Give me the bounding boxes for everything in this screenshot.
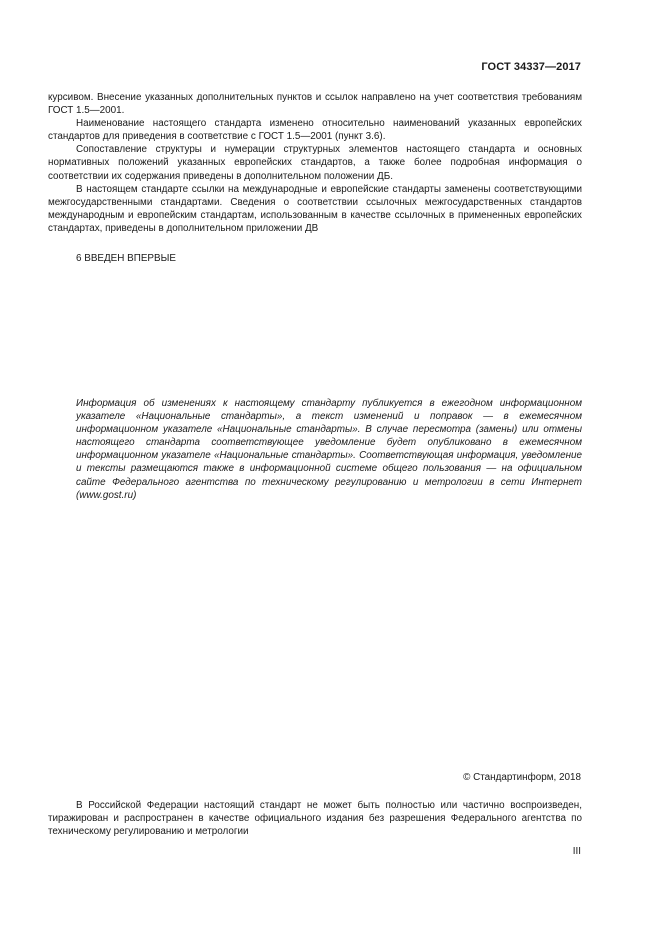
paragraph-structure-comparison: Сопоставление структуры и нумерации структурных элементов настоящего стандарта и основных нормативных положений указанных европейских стандартов, а также более подробная информация о соответствии их содержания приведены в дополнительном положении ДБ. [48,144,582,182]
paragraph-title-change: Наименование настоящего стандарта изменено относительно наименований указанных европейских стандартов для приведения в соответствие с ГОСТ 1.5—2001 (пункт 3.6). [48,118,582,143]
legal-notice: В Российской Федерации настоящий стандарт не может быть полностью или частично воспроизведен, тиражирован и распространен в качестве официального издания без разрешения Федерального агентства по техническому регулированию и метрологии [48,800,582,838]
paragraph-references: В настоящем стандарте ссылки на международные и европейские стандарты заменены соответствующими межгосударственными стандартами. Сведения о соответствии ссылочных межгосударственных стандартов международным и европейским стандартам, использованным в качестве ссылочных в примененных европейских стандартах, приведены в дополнительном приложении ДВ [48,183,582,234]
paragraph-continuation: курсивом. Внесение указанных дополнительных пунктов и ссылок направлено на учет соответствия требованиям ГОСТ 1.5—2001. [48,92,582,117]
copyright-line: © Стандартинформ, 2018 [463,772,581,783]
document-code-header: ГОСТ 34337—2017 [481,61,581,73]
body-text [48,91,582,235]
page-number: III [572,846,581,857]
section-6-introduced: 6 ВВЕДЕН ВПЕРВЫЕ [76,253,176,264]
amendments-info-notice: Информация об изменениях к настоящему стандарту публикуется в ежегодном информационном указателе «Национальные стандарты», а текст изменений и поправок — в ежемесячном информационном указателе «Национальные стандарты». В случае пересмотра (замены) или отмены настоящего стандарта соответствующее уведомление будет опубликовано в ежемесячном информационном указателе «Национальные стандарты». Соответствующая информация, уведомление и тексты размещаются также в информационной системе общего пользования — на официальном сайте Федерального агентства по техническому регулированию и метрологии в сети Интернет (www.gost.ru) [76,398,582,501]
